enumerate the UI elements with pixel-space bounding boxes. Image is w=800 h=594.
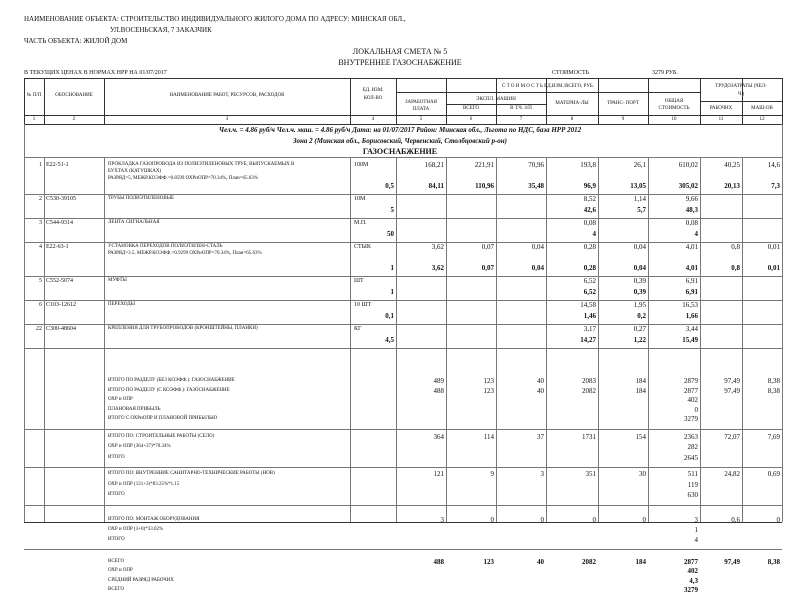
cell-value: 488 xyxy=(433,386,444,395)
cell-value: 2877 xyxy=(684,386,698,395)
cell-value: 402 xyxy=(687,396,698,404)
item-number: 5 xyxy=(39,278,42,284)
item-unit: ШТ xyxy=(354,278,364,284)
rule xyxy=(782,158,783,522)
cell-value: 610,02 xyxy=(678,161,698,169)
cell-value: 123 xyxy=(483,377,494,385)
doc-title: ЛОКАЛЬНАЯ СМЕТА № 5 xyxy=(352,47,448,56)
grand-total-label: СРЕДНИЙ РАЗРЯД РАБОЧИХ xyxy=(108,577,174,583)
cell-value: 37 xyxy=(537,432,544,441)
cell-value: 0,07 xyxy=(481,264,494,272)
cell-value: 1,66 xyxy=(685,312,698,320)
cell-value: 489 xyxy=(433,377,444,385)
cell-value: 0,01 xyxy=(767,264,780,272)
cell-value: 6,91 xyxy=(685,277,698,285)
col-labor-machines: МАШ-ОВ xyxy=(751,106,773,111)
rule xyxy=(700,101,782,102)
item-note: РАЗРЯД=5, МЕЖР.КОЭФФ.=0.8599 ОХРиОПР=70.34%, План=65.63% xyxy=(108,176,258,181)
cell-value: 0,08 xyxy=(685,219,698,227)
doc-subtitle: ВНУТРЕННЕЕ ГАЗОСНАБЖЕНИЕ xyxy=(338,58,462,67)
item-code: С530-39105 xyxy=(46,196,76,202)
cell-value: 96,9 xyxy=(583,182,596,190)
cell-value: 2083 xyxy=(582,377,596,385)
cell-value: 511 xyxy=(687,470,698,478)
cell-value: 14,27 xyxy=(580,336,596,344)
cell-value: 8,38 xyxy=(767,557,780,566)
cell-value: 9,66 xyxy=(685,195,698,203)
mount-total-label: ИТОГО ПО: МОНТАЖ ОБОРУДОВАНИЯ xyxy=(108,516,200,522)
mount-total-label: ОХР и ОПР (3+0)*33.02% xyxy=(108,526,164,532)
item-number: 3 xyxy=(39,220,42,226)
cell-value: 14,58 xyxy=(580,301,596,309)
cell-value: 84,11 xyxy=(428,182,444,190)
cell-value: 630 xyxy=(687,491,698,499)
san-total-label: ИТОГО xyxy=(108,492,125,497)
meta-zone: Зона 2 (Минская обл., Борисовский, Червенский, Столбцовский р-он) xyxy=(292,137,508,145)
cell-value: 2082 xyxy=(582,557,596,566)
cell-value: 40 xyxy=(537,557,544,566)
item-code: С544-9314 xyxy=(46,220,73,226)
meta-line: Чел.ч. = 4.86 руб/ч Чел.ч. маш. = 4.86 руб/ч Дата: на 01/07/2017 Район: Минская обл., Льгота по НДС, база НРР 2012 xyxy=(218,126,582,134)
item-name: ТРУБЫ ПОЛИЭТИЛЕНОВЫЕ xyxy=(108,196,175,201)
cell-value: 24,82 xyxy=(724,470,740,478)
cell-value: 123 xyxy=(483,386,494,395)
item-number: 22 xyxy=(36,326,42,332)
cell-value: 0,07 xyxy=(481,243,494,251)
col-unit: ЕД. ИЗМ. xyxy=(362,88,384,93)
mount-total-label: ИТОГО xyxy=(108,536,125,542)
column-number: 10 xyxy=(671,117,677,122)
cell-value: 0,8 xyxy=(731,264,740,272)
item-qty: 5 xyxy=(390,206,394,214)
cell-value: 35,48 xyxy=(528,182,544,190)
rule xyxy=(24,78,782,79)
cell-value: 70,96 xyxy=(528,161,544,169)
item-code: Е22-51-1 xyxy=(46,162,69,168)
cost-label: СТОИМОСТЬ xyxy=(552,70,590,76)
cell-value: 40,25 xyxy=(724,161,740,169)
cell-value: 2877 xyxy=(684,557,698,566)
cell-value: 364 xyxy=(433,432,444,441)
section-total-label: ПЛАНОВАЯ ПРИБЫЛЬ xyxy=(108,406,161,412)
cell-value: 1,46 xyxy=(583,312,596,320)
cell-value: 119 xyxy=(687,480,698,489)
object-name: НАИМЕНОВАНИЕ ОБЪЕКТА: СТРОИТЕЛЬСТВО ИНДИВИДУАЛЬНОГО ЖИЛОГО ДОМА ПО АДРЕСУ: МИНСКАЯ ОБЛ., xyxy=(24,15,406,23)
cell-value: 8,38 xyxy=(767,386,780,395)
cell-value: 0,39 xyxy=(633,288,646,296)
item-number: 4 xyxy=(39,244,42,250)
cell-value: 20,13 xyxy=(724,182,740,190)
cell-value: 72,07 xyxy=(724,432,740,441)
cell-value: 0 xyxy=(540,515,544,524)
cell-value: 16,53 xyxy=(682,301,698,309)
column-number: 12 xyxy=(759,117,765,122)
section-total-label: ИТОГО ПО РАЗДЕЛУ (БЕЗ КОЭФФ.): ГАЗОСНАБЖЕНИЕ xyxy=(108,378,235,383)
grand-total-label: ВСЕГО xyxy=(108,587,125,592)
cell-value: 3 xyxy=(540,470,544,478)
col-basis: ОБОСНОВАНИЕ xyxy=(55,93,93,98)
item-code: С103-12612 xyxy=(46,302,76,308)
cell-value: 8,52 xyxy=(583,195,596,203)
cell-value: 0,2 xyxy=(637,312,646,320)
cell-value: 1,14 xyxy=(633,195,646,203)
cell-value: 0,01 xyxy=(767,243,780,251)
rule xyxy=(24,549,782,550)
rule xyxy=(782,78,783,124)
rule xyxy=(396,92,700,93)
item-qty: 4,5 xyxy=(385,336,394,344)
col-wage-2: ПЛАТА xyxy=(412,107,430,112)
cell-value: 6,91 xyxy=(685,288,698,296)
item-unit: 100М xyxy=(354,162,369,168)
cell-value: 184 xyxy=(635,377,646,385)
item-name: МУФТЫ xyxy=(108,278,127,283)
item-qty: 0,1 xyxy=(385,312,394,320)
build-total-label: ИТОГО xyxy=(108,454,125,460)
cell-value: 97,49 xyxy=(724,386,740,395)
cell-value: 0,04 xyxy=(633,264,646,272)
col-labor: ТРУДОЗАТРАТЫ (ЧЕЛ- xyxy=(715,84,767,89)
cell-value: 3,62 xyxy=(431,243,444,251)
cost-value: 3279 РУБ. xyxy=(652,70,678,76)
cell-value: 1,22 xyxy=(633,336,646,344)
item-number: 1 xyxy=(39,162,42,168)
cell-value: 1 xyxy=(694,525,698,534)
col-num: № П/П xyxy=(26,93,42,98)
cell-value: 97,49 xyxy=(724,377,740,385)
item-note: РАЗРЯД=3.5, МЕЖР.КОЭФФ.=0.9299 ОХРиОПР=70.34%, План=65.63% xyxy=(108,251,262,256)
cell-value: 193,8 xyxy=(580,161,596,169)
cell-value: 0 xyxy=(490,515,494,524)
price-basis: В ТЕКУЩИХ ЦЕНАХ В НОРМАХ НРР НА 01/07/2017 xyxy=(24,70,167,76)
item-qty: 1 xyxy=(390,264,394,272)
col-qty: КОЛ-ВО xyxy=(363,96,383,101)
cell-value: 42,6 xyxy=(583,206,596,214)
cell-value: 0,39 xyxy=(633,277,646,285)
cell-value: 14,6 xyxy=(767,161,780,169)
cell-value: 3,44 xyxy=(685,325,698,333)
cell-value: 2645 xyxy=(684,453,698,462)
cell-value: 1,95 xyxy=(633,301,646,309)
cell-value: 110,96 xyxy=(475,182,494,190)
object-address: УЛ.ВОСЕНЬСКАЯ, 7 ЗАКАЗЧИК xyxy=(110,26,212,34)
col-transport: ТРАНС- ПОРТ xyxy=(607,101,639,106)
grand-total-label: ВСЕГО xyxy=(108,558,125,564)
item-name: ПРОКЛАДКА ГАЗОПРОВОДА ИЗ ПОЛИЭТИЛЕНОВЫХ ТРУБ, ВЫПУСКАЕМЫХ В xyxy=(108,162,295,167)
cell-value: 2082 xyxy=(582,386,596,395)
section-total-label: ИТОГО ПО РАЗДЕЛУ (С КОЭФФ.): ГАЗОСНАБЖЕНИЕ xyxy=(108,387,230,393)
column-number: 8 xyxy=(570,117,574,122)
cell-value: 48,3 xyxy=(685,206,698,214)
rule xyxy=(24,115,782,116)
cell-value: 7,3 xyxy=(771,182,780,190)
cell-value: 221,91 xyxy=(474,161,494,169)
col-cost-group: С Т О И М О С Т Ь ЕД.ИЗМ./ВСЕГО, РУБ. xyxy=(501,84,594,89)
rule xyxy=(24,429,782,430)
col-total-2: СТОИМОСТЬ xyxy=(658,106,690,111)
column-number: 2 xyxy=(72,117,76,122)
column-number: 9 xyxy=(621,117,625,122)
cell-value: 97,49 xyxy=(724,557,740,566)
cell-value: 0,08 xyxy=(583,219,596,227)
column-number: 11 xyxy=(718,117,724,122)
item-qty: 50 xyxy=(387,230,394,238)
cell-value: 402 xyxy=(687,567,698,575)
build-total-label: ОХР и ОПР (364+37)*70.34% xyxy=(108,444,171,449)
section-title: ГАЗОСНАБЖЕНИЕ xyxy=(362,147,438,156)
grand-total-label: ОХР и ОПР xyxy=(108,568,133,573)
cell-value: 4,3 xyxy=(689,576,698,585)
rule xyxy=(24,505,782,506)
cell-value: 3279 xyxy=(684,415,698,423)
item-number: 6 xyxy=(39,302,42,308)
cell-value: 0,27 xyxy=(633,325,646,333)
cell-value: 3279 xyxy=(684,586,698,594)
column-number: 4 xyxy=(371,117,375,122)
rule xyxy=(24,348,782,349)
item-name: ЛЕНТА СИГНАЛЬНАЯ xyxy=(108,220,160,225)
cell-value: 5,7 xyxy=(637,206,646,214)
section-total-label: ОХР и ОПР xyxy=(108,397,133,402)
cell-value: 2363 xyxy=(684,432,698,441)
cell-value: 2879 xyxy=(684,377,698,385)
cell-value: 114 xyxy=(483,432,494,441)
col-materials: МАТЕРИА-ЛЫ xyxy=(555,101,589,106)
item-name: УСТАНОВКА ПЕРЕХОДОВ ПОЛИЭТИЛЕН-СТАЛЬ xyxy=(108,244,223,249)
rule xyxy=(24,300,782,301)
cell-value: 4 xyxy=(592,230,596,238)
cell-value: 0,28 xyxy=(583,243,596,251)
item-unit: СТЫК xyxy=(354,244,371,250)
cell-value: 0,04 xyxy=(531,264,544,272)
item-number: 2 xyxy=(39,196,42,202)
item-qty: 1 xyxy=(390,288,394,296)
cell-value: 184 xyxy=(635,386,646,395)
rule xyxy=(24,276,782,277)
item-code: С552-5074 xyxy=(46,278,73,284)
item-name: КРЕПЛЕНИЯ ДЛЯ ТРУБОПРОВОДОВ (КРОНШТЕЙНЫ, ПЛАНКИ) xyxy=(108,326,258,331)
cell-value: 4 xyxy=(694,230,698,238)
cell-value: 0,28 xyxy=(583,264,596,272)
cell-value: 1731 xyxy=(582,432,596,441)
cell-value: 184 xyxy=(635,557,646,566)
cell-value: 0 xyxy=(592,515,596,524)
cell-value: 0,04 xyxy=(531,243,544,251)
cell-value: 30 xyxy=(639,470,646,478)
item-unit: 10 ШТ xyxy=(354,302,372,308)
item-unit: КГ xyxy=(354,326,362,332)
cell-value: 0,69 xyxy=(767,470,780,478)
cell-value: 4,01 xyxy=(685,264,698,272)
cell-value: 0,04 xyxy=(633,243,646,251)
rule xyxy=(24,194,782,195)
rule xyxy=(24,157,782,158)
rule xyxy=(24,218,782,219)
col-name: НАИМЕНОВАНИЕ РАБОТ, РЕСУРСОВ, РАСХОДОВ xyxy=(169,93,285,98)
cell-value: 0,6 xyxy=(731,515,740,524)
cell-value: 0 xyxy=(776,515,780,524)
item-unit: 10М xyxy=(354,196,366,202)
col-labor-2: Ч.) xyxy=(737,92,745,97)
cell-value: 121 xyxy=(433,470,444,478)
col-labor-workers: РАБОЧИХ xyxy=(709,106,733,111)
item-code: С300-48604 xyxy=(46,326,76,332)
col-wage: ЗАРАБОТНАЯ xyxy=(405,100,437,105)
rule xyxy=(24,324,782,325)
rule xyxy=(24,242,782,243)
cell-value: 305,02 xyxy=(678,182,698,190)
object-part: ЧАСТЬ ОБЪЕКТА: ЖИЛОЙ ДОМ xyxy=(24,37,128,45)
column-number: 7 xyxy=(519,117,523,122)
cell-value: 40 xyxy=(537,377,544,385)
cell-value: 4 xyxy=(694,535,698,544)
cell-value: 9 xyxy=(490,470,494,478)
item-name-2: БУХТАХ (КАТУШКАХ) xyxy=(108,169,162,174)
rule xyxy=(24,467,782,468)
col-machines: ЭКСПЛ. МАШИН xyxy=(476,97,516,102)
cell-value: 488 xyxy=(433,557,444,566)
item-qty: 0,5 xyxy=(385,182,394,190)
cell-value: 3 xyxy=(440,515,444,524)
cell-value: 154 xyxy=(635,432,646,441)
column-number: 3 xyxy=(225,117,229,122)
column-number: 6 xyxy=(469,117,473,122)
cell-value: 7,69 xyxy=(767,432,780,441)
item-name: ПЕРЕХОДЫ xyxy=(108,302,135,307)
section-total-label: ИТОГО С ОХРиОПР И ПЛАНОВОЙ ПРИБЫЛЬЮ xyxy=(108,416,218,421)
cell-value: 8,38 xyxy=(767,377,780,385)
item-unit: М.П. xyxy=(354,220,367,226)
col-mach-wage: В Т.Ч. З/П xyxy=(510,106,532,111)
cell-value: 3,62 xyxy=(431,264,444,272)
cell-value: 282 xyxy=(687,443,698,451)
build-total-label: ИТОГО ПО: СТРОИТЕЛЬНЫЕ РАБОТЫ (СЕЛО) xyxy=(108,433,215,439)
cell-value: 0 xyxy=(642,515,646,524)
cell-value: 15,49 xyxy=(682,336,698,344)
cell-value: 4,01 xyxy=(685,243,698,251)
cell-value: 168,21 xyxy=(424,161,444,169)
san-total-label: ОХР и ОПР (121+3)*83.25%*1.15 xyxy=(108,481,180,487)
cell-value: 3 xyxy=(694,515,698,524)
cell-value: 6,52 xyxy=(583,288,596,296)
cell-value: 351 xyxy=(585,470,596,478)
item-code: Е22-63-1 xyxy=(46,244,69,250)
san-total-label: ИТОГО ПО: ВНУТРЕННИЕ САНИТАРНО-ТЕХНИЧЕСКИЕ РАБОТЫ (НОВ) xyxy=(108,471,275,476)
cell-value: 123 xyxy=(483,557,494,566)
column-number: 5 xyxy=(419,117,423,122)
cell-value: 13,05 xyxy=(630,182,646,190)
cell-value: 40 xyxy=(537,386,544,395)
rule xyxy=(24,124,782,125)
cell-value: 3,17 xyxy=(583,325,596,333)
col-mach-all: ВСЕГО xyxy=(462,106,480,111)
cell-value: 0 xyxy=(694,405,698,414)
cell-value: 6,52 xyxy=(583,277,596,285)
col-total: ОБЩАЯ xyxy=(664,99,684,104)
cell-value: 26,1 xyxy=(633,161,646,169)
column-number: 1 xyxy=(32,117,36,122)
cell-value: 0,8 xyxy=(731,243,740,251)
